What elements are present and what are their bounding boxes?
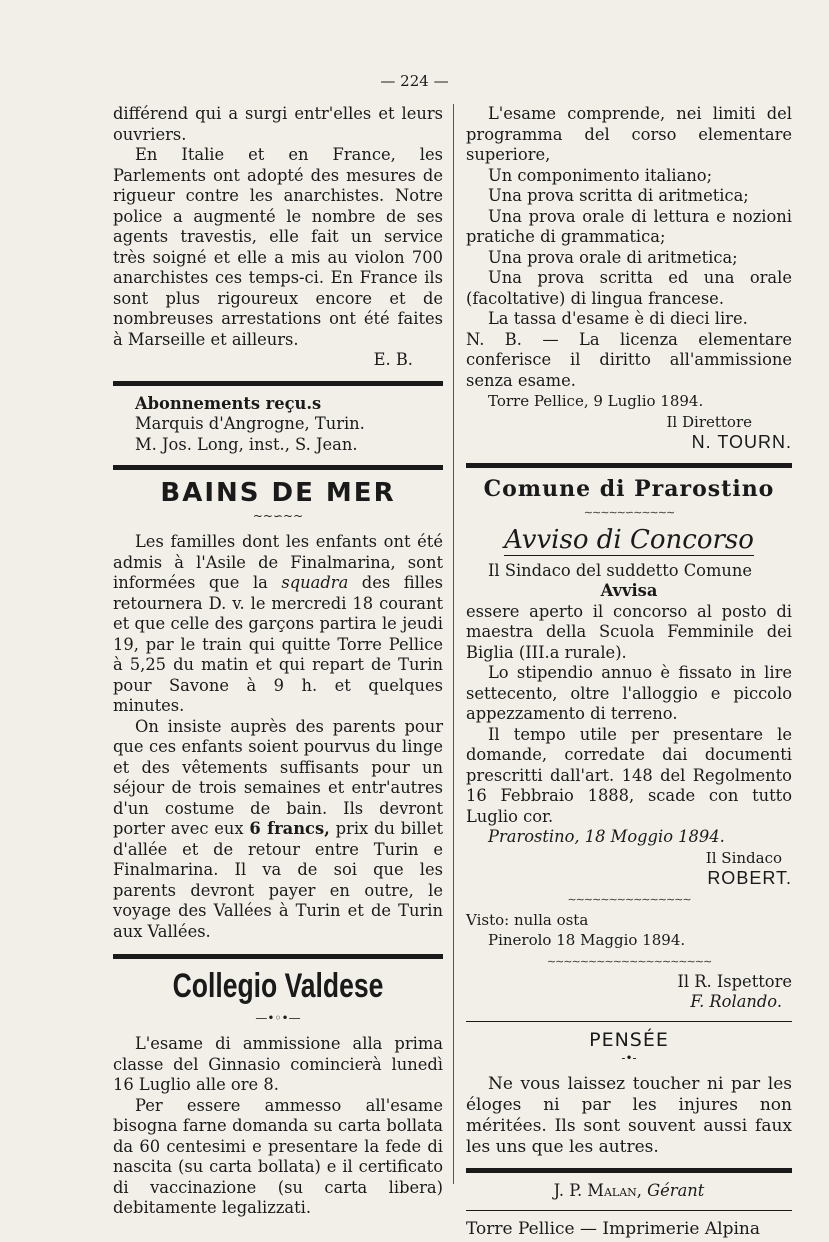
direttore-name: N. TOURN. — [691, 432, 792, 452]
esame-item: Una prova orale di aritmetica; — [488, 247, 738, 267]
comune-heading: Comune di Prarostino — [483, 475, 775, 502]
text-run: Les familles dont les enfants ont été admis à l'Asile de Finalmarina, sont informées que la — [113, 532, 443, 592]
abonnements-title: Abonnements reçu.s — [135, 393, 322, 413]
tassa-text: La tassa d'esame è di dieci lire. — [488, 309, 748, 328]
ornament-icon: -•- — [621, 1051, 637, 1065]
avviso-paragraph-1: essere aperto il concorso al posto di maestra della Scuola Femminile dei Biglia (III.a rurale). — [466, 601, 792, 662]
bains-heading: BAINS DE MER — [160, 478, 396, 508]
ornament-icon: ∼∼∼∼∼∼∼∼∼∼∼∼∼∼∼∼∼∼∼∼ — [546, 954, 712, 968]
collegio-paragraph-1: L'esame di ammissione alla prima classe del Ginnasio comincierà lunedì 16 Luglio alle ore 8. — [113, 1034, 443, 1094]
nota-bene: N. B. — La licenza elementare conferisce il diritto all'ammissione senza esame. — [466, 329, 792, 390]
ispettore-name: F. Rolando. — [690, 992, 782, 1011]
esame-item: Una prova scritta di aritmetica; — [488, 186, 749, 205]
esame-item: Una prova scritta ed una orale (facoltative) di lingua francese. — [466, 268, 792, 308]
section-rule — [113, 381, 443, 386]
sindaco-name: ROBERT. — [707, 868, 792, 888]
right-column — [466, 104, 792, 1239]
pensee-heading: PENSÉE — [589, 1028, 669, 1051]
text-run: prix du billet d'allée et de retour entre Turin e Finalmarina. Il va de soi que les parents devront payer en outre, le voyage des Vallées à Turin et de Turin aux Vallées. — [113, 819, 444, 941]
section-rule — [113, 954, 443, 959]
text-run-bold: 6 francs, — [249, 819, 330, 838]
pensee-text: Ne vous laissez toucher ni par les éloges ni par les injures non méritées. Ils sont souvent aussi faux les uns que les autres. — [466, 1074, 792, 1157]
section-rule — [466, 1021, 792, 1022]
section-rule — [466, 463, 792, 468]
avviso-heading — [466, 525, 792, 555]
date-line: Prarostino, 18 Moggio 1894. — [488, 827, 725, 846]
section-rule — [466, 1168, 792, 1173]
esame-intro: L'esame comprende, nei limiti del programma del corso elementare superiore, — [466, 104, 792, 164]
article-signature: E. B. — [373, 350, 413, 369]
gerant-name: J. P. Malan, — [553, 1181, 642, 1200]
text-run-italic: squadra — [281, 573, 349, 592]
text-run: On insiste auprès des parents pour que ces enfants soient pourvus du linge et des vêtements suffisants pour un séjour de trois semaines et entr'autres d'un costume de bain. Ils devront porter avec eux — [113, 716, 443, 838]
direttore-title: Il Direttore — [666, 412, 752, 431]
avvisa-label: Avvisa — [600, 581, 658, 600]
ispettore-title: Il R. Ispettore — [677, 971, 792, 991]
collegio-paragraph-2: Per essere ammesso all'esame bisogna farne domanda su carta bollata da 60 centesimi e presentare la fede di nascita (su carta bollata) e il certificato di vaccinazione (su carta libera) debitamente legalizzati. — [113, 1095, 443, 1217]
pinerolo-line: Pinerolo 18 Maggio 1894. — [488, 931, 686, 949]
date-line: Torre Pellice, 9 Luglio 1894. — [488, 392, 704, 410]
avviso-paragraph-2: Lo stipendio annuo è fissato in lire settecento, oltre l'alloggio e piccolo appezzamento di terreno. — [466, 663, 792, 723]
collegio-heading: Collegio Valdese — [172, 967, 384, 1005]
paragraph-anarchists: En Italie et en France, les Parlements ont adopté des mesures de rigueur contre les anarchistes. Notre police a augmenté le nombre de ses agents travestis, elle fait un service très soigné et elle a mis au violon 700 anarchistes ces temps-ci. En France ils sont plus rigoureux encore et de nombreuses arrestations ont été faites à Marseille et ailleurs. — [113, 145, 443, 349]
paragraph-continuation: différend qui a surgi entr'elles et leurs ouvriers. — [113, 104, 443, 144]
gerant-line — [466, 1181, 792, 1202]
esame-item: Un componimento italiano; — [488, 165, 713, 185]
ornament-icon: ∼∼∼∼∼∽∼∼∼∼∼ — [583, 505, 675, 519]
gerant-role: Gérant — [647, 1181, 705, 1200]
sindaco-intro: Il Sindaco del suddetto Comune — [488, 560, 753, 580]
visto-line: Visto: nulla osta — [466, 910, 589, 929]
bains-paragraph-1 — [113, 532, 443, 717]
column-divider — [453, 104, 454, 1184]
avviso-paragraph-3: Il tempo utile per presentare le domande, corredate dai documenti prescritti dall'art. 148 del Regolmento 16 Febbraio 1888, scade con tutto Luglio cor. — [466, 724, 792, 826]
abonnement-entry: Marquis d'Angrogne, Turin. — [135, 414, 365, 433]
text-run: des filles retournera D. v. le mercredi 18 courant et que celle des garçons partira le jeudi 19, par le train qui quitte Torre Pellice à 5,25 du matin et qui repart de Turin pour Savone à 9 h. et quelques minutes. — [113, 573, 443, 715]
avviso-title-text: Avviso di Concorso — [504, 524, 754, 555]
esame-item: Una prova orale di lettura e nozioni pratiche di grammatica; — [466, 206, 792, 246]
sindaco-title: Il Sindaco — [705, 848, 782, 867]
bains-paragraph-2 — [113, 717, 443, 943]
page-number: — 224 — — [380, 72, 449, 90]
section-rule — [113, 465, 443, 470]
section-rule — [466, 1210, 792, 1211]
ornament-icon: ∼∼∼∼∼∼∼∼∼∼∼∼∼∼∼ — [567, 892, 691, 906]
abonnement-entry: M. Jos. Long, inst., S. Jean. — [135, 434, 358, 454]
ornament-icon: ~~∽~~ — [252, 509, 304, 523]
imprimerie-line: Torre Pellice — Imprimerie Alpina — [466, 1218, 761, 1239]
left-column — [113, 104, 443, 1219]
ornament-icon: —•◦•— — [255, 1011, 301, 1025]
